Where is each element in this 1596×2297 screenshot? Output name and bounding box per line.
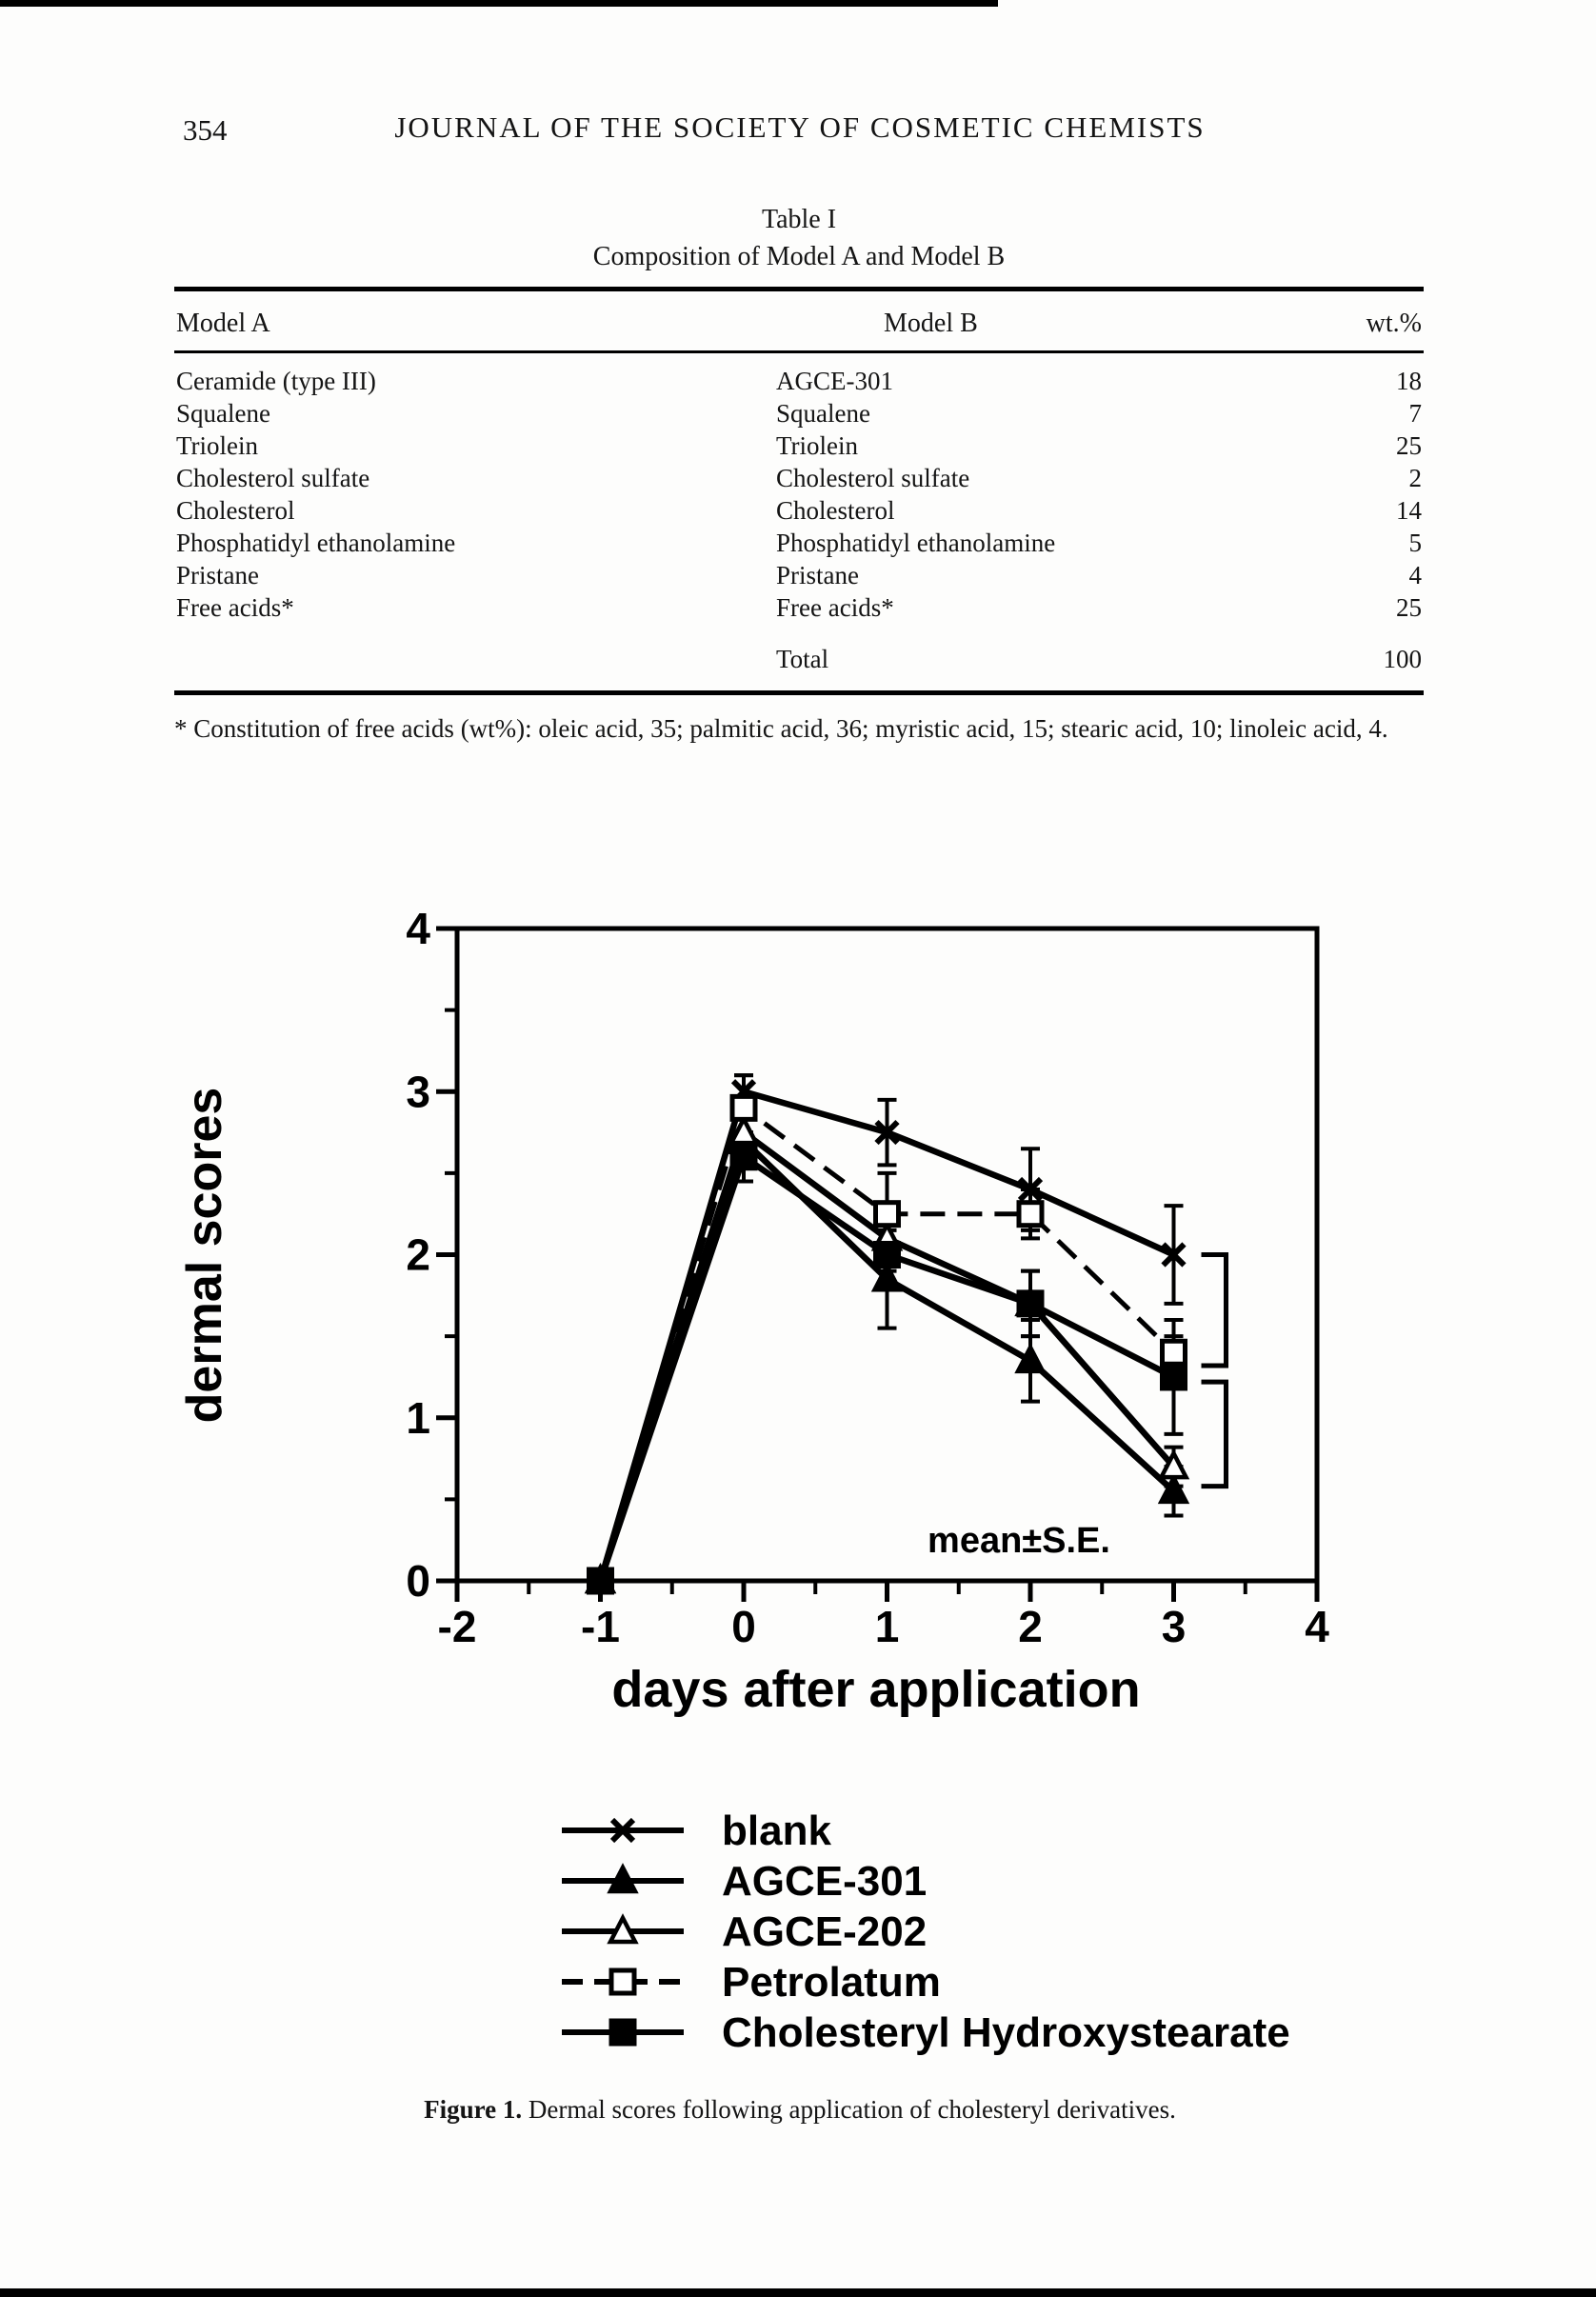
mean-se-annotation: mean±S.E.: [928, 1521, 1110, 1561]
figure-1-chart: [162, 886, 1381, 2091]
table-cell: Triolein: [776, 431, 859, 460]
square-filled-marker: [1019, 1292, 1042, 1315]
page-header: [181, 110, 1419, 154]
table-cell: 5: [1408, 529, 1422, 557]
y-tick-label: 1: [406, 1392, 430, 1443]
table-cell: 18: [1396, 367, 1422, 395]
x-tick-label: 3: [1161, 1602, 1187, 1651]
table-row: [174, 462, 1424, 494]
x-tick-label: -2: [437, 1602, 477, 1651]
table-cell: Squalene: [776, 399, 870, 428]
scan-artifact-top: [0, 0, 998, 7]
table-cell: Pristane: [776, 561, 859, 589]
total-value: 100: [1383, 645, 1422, 673]
table-1: [174, 204, 1424, 746]
table-cell: 2: [1408, 464, 1422, 492]
table-header-row: [174, 291, 1424, 350]
square-open-marker: [732, 1096, 755, 1119]
square-open-marker: [1163, 1341, 1186, 1364]
square-filled-marker: [732, 1146, 755, 1168]
table-total-row: [174, 639, 1424, 677]
square-open-marker: [1019, 1203, 1042, 1226]
table-cell: Cholesterol sulfate: [776, 464, 970, 492]
x-tick-label: 0: [731, 1602, 756, 1651]
table-cell: Phosphatidyl ethanolamine: [776, 529, 1056, 557]
y-tick-label: 4: [406, 904, 430, 953]
legend-label: Cholesteryl Hydroxystearate: [722, 2009, 1290, 2056]
square-filled-marker: [589, 1569, 612, 1592]
col-header-wt-percent: wt.%: [1366, 309, 1422, 338]
table-row: [174, 527, 1424, 559]
square-filled-marker: [876, 1244, 899, 1267]
y-axis-title: dermal scores: [177, 1087, 232, 1424]
table-row: [174, 559, 1424, 591]
col-header-model-b: Model B: [884, 309, 978, 338]
x-tick-label: -1: [581, 1602, 620, 1651]
table-subtitle: Composition of Model A and Model B: [592, 242, 1006, 271]
y-tick-label: 3: [406, 1067, 430, 1117]
legend-label: AGCE-202: [722, 1908, 928, 1955]
scan-artifact-bottom: [0, 2288, 1596, 2297]
table-cell: Cholesterol: [776, 496, 895, 525]
table-row: [174, 429, 1424, 462]
table-cell: 14: [1396, 496, 1422, 525]
table-row: [174, 365, 1424, 397]
figure-caption-label: Figure 1.: [424, 2095, 523, 2124]
table-cell: Free acids*: [176, 593, 294, 622]
x-tick-label: 4: [1305, 1602, 1329, 1651]
y-tick-label: 0: [406, 1556, 430, 1606]
table-row: [174, 494, 1424, 527]
table-cell: 25: [1396, 431, 1422, 460]
y-tick-label: 2: [406, 1229, 430, 1280]
square-filled-marker: [1163, 1366, 1186, 1388]
table-row: [174, 397, 1424, 429]
square-filled-marker: [611, 2021, 634, 2044]
table-cell: Phosphatidyl ethanolamine: [176, 529, 456, 557]
x-tick-label: 1: [874, 1602, 900, 1651]
figure-caption: [162, 2095, 1438, 2125]
table-cell: Triolein: [176, 431, 259, 460]
table-cell: Ceramide (type III): [176, 367, 376, 395]
square-open-marker: [876, 1203, 899, 1226]
legend-label: AGCE-301: [722, 1858, 928, 1905]
table-rule-bottom: [174, 690, 1424, 695]
figure-caption-text: Dermal scores following application of cholesteryl derivatives.: [528, 2095, 1176, 2124]
legend-label: blank: [722, 1808, 831, 1854]
x-axis-title: days after application: [611, 1661, 1141, 1718]
page-number: 354: [183, 113, 228, 147]
significance-bracket: [1202, 1255, 1227, 1366]
square-open-marker: [611, 1970, 634, 1993]
table-title: Table I: [761, 205, 837, 234]
table-row: [174, 591, 1424, 624]
table-cell: Squalene: [176, 399, 270, 428]
x-tick-label: 2: [1018, 1602, 1043, 1651]
table-cell: 25: [1396, 593, 1422, 622]
table-cell: 7: [1408, 399, 1422, 428]
table-cell: AGCE-301: [776, 367, 893, 395]
total-label: Total: [776, 645, 829, 673]
significance-bracket: [1202, 1382, 1227, 1487]
table-cell: 4: [1408, 561, 1422, 589]
journal-title: JOURNAL OF THE SOCIETY OF COSMETIC CHEMISTS: [394, 110, 1206, 144]
legend-label: Petrolatum: [722, 1959, 941, 2006]
table-cell: Cholesterol: [176, 496, 295, 525]
table-footnote: * Constitution of free acids (wt%): oleic acid, 35; palmitic acid, 36; myristic acid, 15; stearic acid, 10; linoleic acid, 4.: [174, 714, 1388, 743]
table-cell: Free acids*: [776, 593, 894, 622]
table-cell: Cholesterol sulfate: [176, 464, 370, 492]
col-header-model-a: Model A: [176, 309, 270, 338]
table-cell: Pristane: [176, 561, 259, 589]
table-body: [174, 353, 1424, 624]
